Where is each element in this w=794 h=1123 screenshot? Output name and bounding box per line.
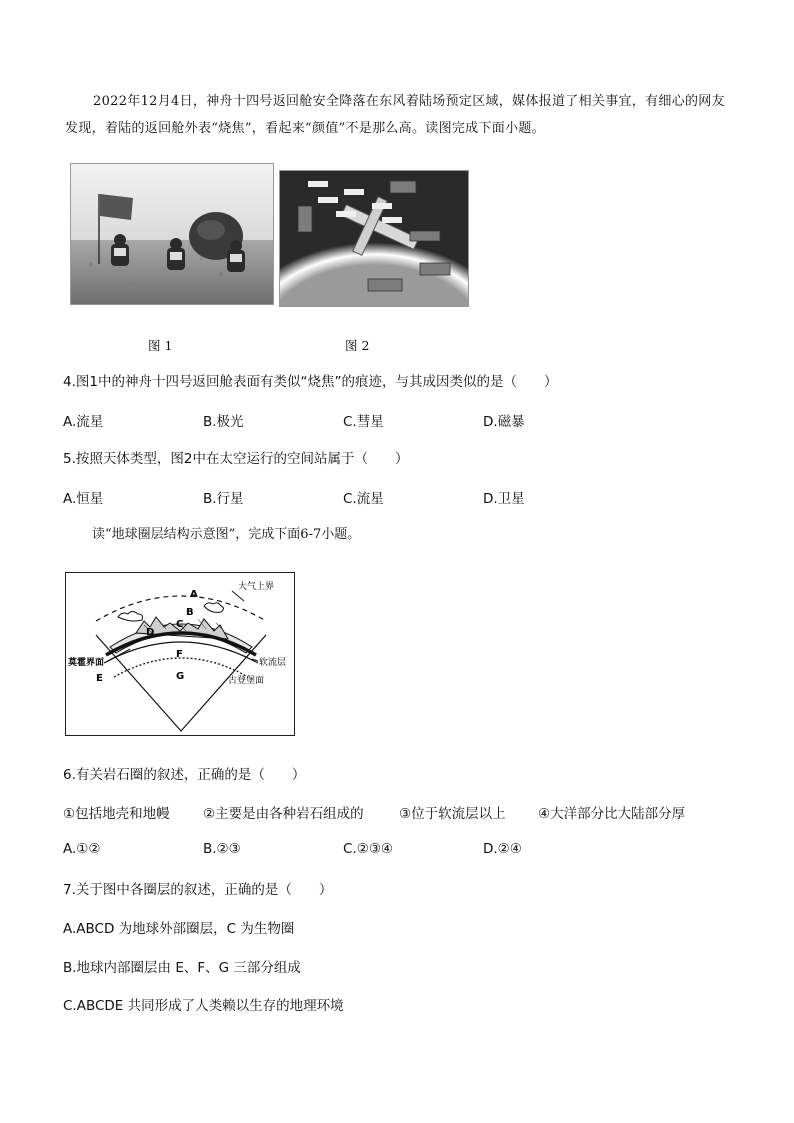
earth-layers-diagram <box>65 572 295 736</box>
question-4-option-d[interactable]: D.磁暴 <box>483 414 525 430</box>
question-6-option-a[interactable]: A.①② <box>63 841 101 857</box>
label-a: A <box>190 589 198 600</box>
question-5-stem: 5.按照天体类型，图2中在太空运行的空间站属于（ ） <box>63 451 409 467</box>
question-6-stem: 6.有关岩石圈的叙述，正确的是（ ） <box>63 767 306 783</box>
question-6-statement-1: ①包括地壳和地幔 <box>63 806 170 822</box>
figure-1-landing-photo <box>70 163 274 305</box>
label-moho: 莫霍界面 <box>68 658 105 668</box>
question-6-statement-2: ②主要是由各种岩石组成的 <box>203 806 364 822</box>
question-6-statement-4: ④大洋部分比大陆部分厚 <box>538 806 686 822</box>
question-5-option-b[interactable]: B.行星 <box>203 491 244 507</box>
question-5-option-c[interactable]: C.流星 <box>343 491 384 507</box>
question-4-option-a[interactable]: A.流星 <box>63 414 104 430</box>
question-7-option-c[interactable]: C.ABCDE 共同形成了人类赖以生存的地理环境 <box>63 998 344 1014</box>
label-f: F <box>176 649 183 660</box>
question-4-option-c[interactable]: C.彗星 <box>343 414 384 430</box>
landing-photo-illustration <box>71 164 273 304</box>
question-6-statement-3: ③位于软流层以上 <box>399 806 506 822</box>
label-b: B <box>186 607 194 618</box>
figure-2-space-station <box>279 170 469 307</box>
earth-layers-svg <box>66 573 294 735</box>
question-7-option-a[interactable]: A.ABCD 为地球外部圈层，C 为生物圈 <box>63 921 295 937</box>
label-c: C <box>176 619 184 630</box>
question-5-option-a[interactable]: A.恒星 <box>63 491 104 507</box>
label-gutenberg: 古登堡面 <box>228 676 265 686</box>
question-4-option-b[interactable]: B.极光 <box>203 414 244 430</box>
figure-2-caption: 图 2 <box>345 338 370 353</box>
label-top-boundary: 大气上界 <box>238 582 275 592</box>
question-6-option-b[interactable]: B.②③ <box>203 841 241 857</box>
intro-paragraph: 2022年12月4日，神舟十四号返回舱安全降落在东风着陆场预定区域，媒体报道了相关事宜，有细心的网友发现，着陆的返回舱外表“烧焦”，看起来“颜值”不是那么高。读图完成下面小题。 <box>65 94 725 136</box>
figure-1-caption: 图 1 <box>148 338 173 353</box>
question-6-option-c[interactable]: C.②③④ <box>343 841 394 857</box>
question-5-option-d[interactable]: D.卫星 <box>483 491 525 507</box>
read-prompt: 读“地球圈层结构示意图”，完成下面6-7小题。 <box>92 527 361 542</box>
label-d: D <box>146 627 155 638</box>
question-7-option-b[interactable]: B.地球内部圈层由 E、F、G 三部分组成 <box>63 960 301 976</box>
question-6-option-d[interactable]: D.②④ <box>483 841 522 857</box>
question-7-stem: 7.关于图中各圈层的叙述，正确的是（ ） <box>63 882 333 898</box>
label-g: G <box>176 671 185 682</box>
space-station-illustration <box>280 171 468 306</box>
label-e: E <box>96 673 103 684</box>
label-asthenosphere: 软流层 <box>259 658 287 668</box>
question-4-stem: 4.图1中的神舟十四号返回舱表面有类似“烧焦”的痕迹，与其成因类似的是（ ） <box>63 374 558 390</box>
